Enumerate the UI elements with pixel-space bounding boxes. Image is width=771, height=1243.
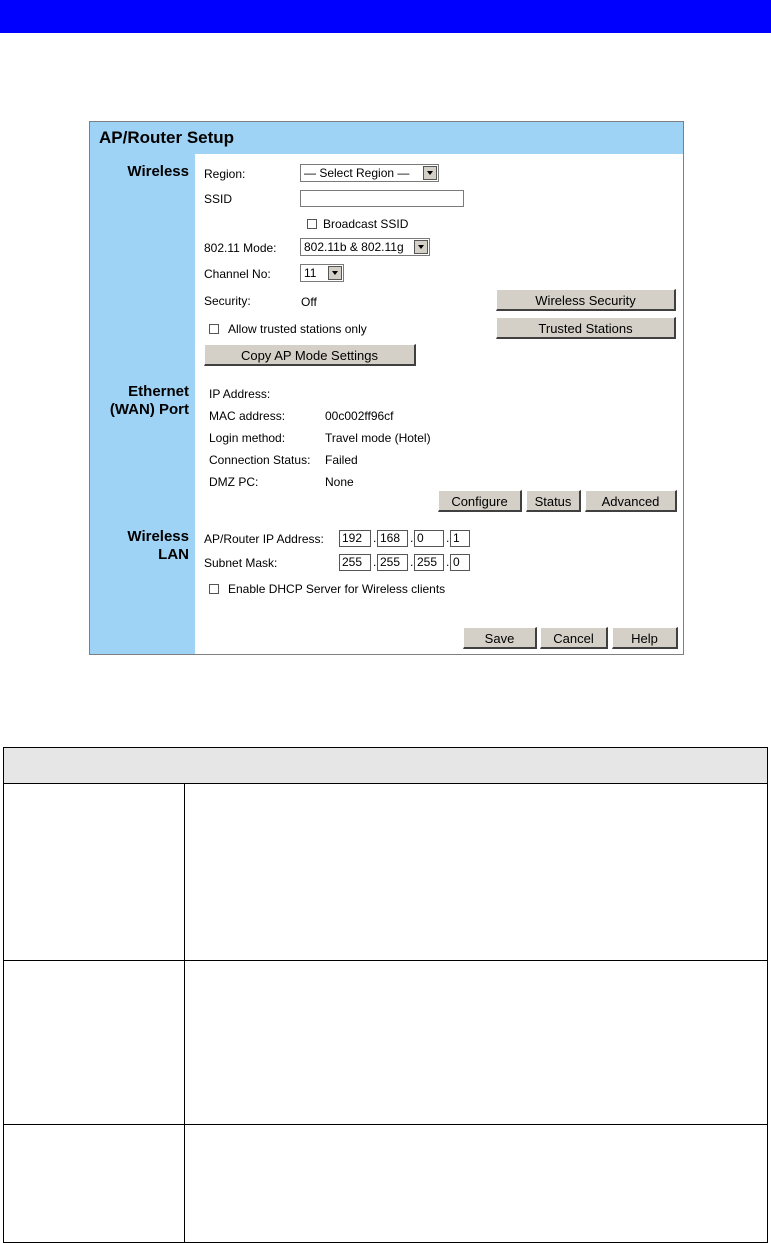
cancel-button[interactable]: Cancel <box>540 627 608 649</box>
copy-ap-mode-button[interactable]: Copy AP Mode Settings <box>204 344 416 366</box>
settings-description-table <box>3 747 768 1243</box>
table-column-divider <box>184 783 185 1243</box>
advanced-button[interactable]: Advanced <box>585 490 677 512</box>
broadcast-ssid-label: Broadcast SSID <box>323 217 409 231</box>
channel-label: Channel No: <box>204 267 271 281</box>
chevron-down-icon <box>414 240 428 254</box>
dmz-value: None <box>325 475 354 489</box>
table-header <box>4 748 767 784</box>
mode-label: 802.11 Mode: <box>204 241 277 255</box>
trusted-only-label: Allow trusted stations only <box>228 322 367 336</box>
mac-label: MAC address: <box>209 409 286 423</box>
table-row-divider <box>4 1124 767 1125</box>
ip-dot: . <box>446 531 450 545</box>
wlan-ip-label: AP/Router IP Address: <box>204 532 324 546</box>
subnet-octet-1[interactable]: 255 <box>339 554 371 571</box>
ssid-input[interactable] <box>300 190 464 207</box>
dmz-label: DMZ PC: <box>209 475 259 489</box>
trusted-only-checkbox[interactable] <box>209 324 219 334</box>
ip-dot: . <box>410 531 414 545</box>
security-label: Security: <box>204 294 251 308</box>
subnet-octet-4[interactable]: 0 <box>450 554 470 571</box>
section-wireless-label: Wireless <box>127 163 189 180</box>
section-wlan-label-line2: LAN <box>158 546 189 563</box>
ap-router-setup-panel <box>89 121 684 655</box>
wireless-security-button[interactable]: Wireless Security <box>496 289 676 311</box>
wlan-ip-octet-3[interactable]: 0 <box>414 530 444 547</box>
channel-select-value: 11 <box>304 266 317 280</box>
connection-status-value: Failed <box>325 453 358 467</box>
ssid-label: SSID <box>204 192 233 206</box>
save-button[interactable]: Save <box>463 627 537 649</box>
mode-select[interactable] <box>300 238 430 256</box>
subnet-octet-3[interactable]: 255 <box>414 554 444 571</box>
section-ethernet-label-line1: Ethernet <box>128 383 189 400</box>
security-value: Off <box>301 295 317 309</box>
subnet-mask-label: Subnet Mask: <box>204 556 278 570</box>
region-label: Region: <box>204 167 246 181</box>
top-blue-bar <box>0 0 771 33</box>
help-button[interactable]: Help <box>612 627 678 649</box>
ip-dot: . <box>373 531 377 545</box>
connection-status-label: Connection Status: <box>209 453 311 467</box>
wan-ip-label: IP Address: <box>209 387 271 401</box>
ip-dot: . <box>446 555 450 569</box>
section-sidebar <box>90 154 195 654</box>
ip-dot: . <box>410 555 414 569</box>
table-row-divider <box>4 960 767 961</box>
chevron-down-icon <box>423 166 437 180</box>
trusted-stations-button[interactable]: Trusted Stations <box>496 317 676 339</box>
region-select-value: — Select Region — <box>304 166 410 180</box>
status-button[interactable]: Status <box>526 490 581 512</box>
section-wlan-label-line1: Wireless <box>127 528 189 545</box>
wlan-ip-octet-2[interactable]: 168 <box>377 530 408 547</box>
configure-button[interactable]: Configure <box>438 490 522 512</box>
region-select[interactable] <box>300 164 439 182</box>
subnet-octet-2[interactable]: 255 <box>377 554 408 571</box>
wlan-ip-octet-1[interactable]: 192 <box>339 530 371 547</box>
mode-select-value: 802.11b & 802.11g <box>304 240 404 254</box>
mac-value: 00c002ff96cf <box>325 409 394 423</box>
wlan-ip-octet-4[interactable]: 1 <box>450 530 470 547</box>
channel-select[interactable] <box>300 264 344 282</box>
login-method-label: Login method: <box>209 431 286 445</box>
dhcp-checkbox[interactable] <box>209 584 219 594</box>
chevron-down-icon <box>328 266 342 280</box>
ip-dot: . <box>373 555 377 569</box>
section-ethernet-label-line2: (WAN) Port <box>109 401 189 418</box>
panel-title: AP/Router Setup <box>90 122 683 154</box>
login-method-value: Travel mode (Hotel) <box>325 431 431 445</box>
dhcp-label: Enable DHCP Server for Wireless clients <box>228 582 446 596</box>
broadcast-ssid-checkbox[interactable] <box>307 219 317 229</box>
